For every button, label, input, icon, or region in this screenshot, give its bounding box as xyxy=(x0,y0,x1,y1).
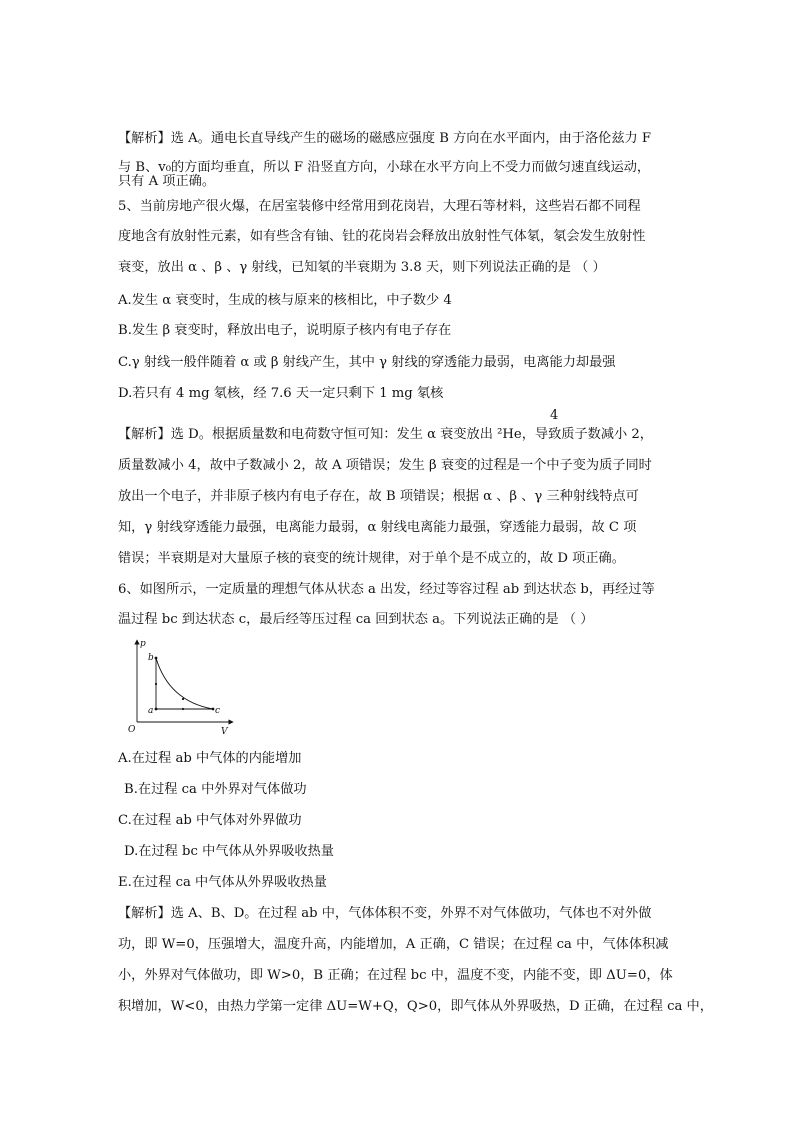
mid-ab-dot xyxy=(155,683,157,685)
point-b-dot xyxy=(155,657,158,660)
option-e-q6: E.在过程 ca 中气体从外界吸收热量 xyxy=(118,875,327,890)
option-c-q6: C.在过程 ab 中气体对外界做功 xyxy=(118,813,302,828)
mid-ca-dot xyxy=(182,708,184,710)
line-17: 温过程 bc 到达状态 c，最后经等压过程 ca 回到状态 a。下列说法正确的是 （ ） xyxy=(118,612,594,627)
point-c-label: c xyxy=(215,706,221,716)
line-12: 质量数减小 4，故中子数减小 2，故 A 项错误；发生 β 衰变的过程是一个中子变为质子同时 xyxy=(118,458,652,473)
v-axis-label: V xyxy=(221,727,228,736)
option-b-q6: B.在过程 ca 中外界对气体做功 xyxy=(124,782,307,797)
origin-label: O xyxy=(128,725,136,735)
line-3: 只有 A 项正确。 xyxy=(118,174,216,189)
line-25: 小，外界对气体做功，即 W>0，B 正确；在过程 bc 中，温度不变，内能不变，即 ΔU=0，体 xyxy=(118,968,673,983)
line-14: 知，γ 射线穿透能力最强，电离能力最弱，α 射线电离能力最强，穿透能力最弱，故 C 项 xyxy=(118,520,637,535)
option-d-q5: D.若只有 4 mg 氡核，经 7.6 天一定只剩下 1 mg 氡核 xyxy=(118,386,444,401)
mid-bc-dot xyxy=(182,698,184,700)
option-a-q6: A.在过程 ab 中气体的内能增加 xyxy=(118,751,302,766)
point-b-label: b xyxy=(148,653,154,663)
line-6: 衰变，放出 α 、β 、γ 射线，已知氡的半衰期为 3.8 天，则下列说法正确的是 （ ） xyxy=(118,260,606,275)
line-15: 错误；半衰期是对大量原子核的衰变的统计规律，对于单个是不成立的，故 D 项正确。 xyxy=(118,551,625,566)
line-2: 与 B、v₀的方面均垂直，所以 F 沿竖直方向，小球在水平方向上不受力而做匀速直线运动， xyxy=(118,160,651,175)
line-5: 度地含有放射性元素，如有些含有铀、钍的花岗岩会释放出放射性气体氡，氡会发生放射性 xyxy=(118,229,646,244)
point-a-label: a xyxy=(148,706,154,716)
line-24: 功，即 W=0，压强增大，温度升高，内能增加，A 正确，C 错误；在过程 ca 中，气体体积减 xyxy=(118,937,669,952)
superscript-mass-number: 4 xyxy=(550,408,559,423)
pv-diagram xyxy=(125,636,235,736)
line-1: 【解析】选 A。通电长直导线产生的磁场的磁感应强度 B 方向在水平面内，由于洛伦兹力 F xyxy=(118,131,652,146)
line-16: 6、如图所示，一定质量的理想气体从状态 a 出发，经过等容过程 ab 到达状态 b，再经过等 xyxy=(118,582,655,597)
option-c-q5: C.γ 射线一般伴随着 α 或 β 射线产生，其中 γ 射线的穿透能力最弱，电离能力却最强 xyxy=(118,355,616,370)
process-bc xyxy=(156,658,213,709)
option-b-q5: B.发生 β 衰变时，释放出电子，说明原子核内有电子存在 xyxy=(118,323,452,338)
option-d-q6: D.在过程 bc 中气体从外界吸收热量 xyxy=(124,844,334,859)
point-a-dot xyxy=(155,708,158,711)
line-23: 【解析】选 A、B、D。在过程 ab 中，气体体积不变，外界不对气体做功，气体也不对外做 xyxy=(118,906,652,921)
p-axis-label: p xyxy=(140,639,146,649)
line-13: 放出一个电子，并非原子核内有电子存在，故 B 项错误；根据 α 、β 、γ 三种射线特点可 xyxy=(118,489,639,504)
option-a-q5: A.发生 α 衰变时，生成的核与原来的核相比，中子数少 4 xyxy=(118,293,452,308)
line-26: 积增加，W<0，由热力学第一定律 ΔU=W+Q，Q>0，即气体从外界吸热，D 正确，在过程 ca 中， xyxy=(118,999,713,1014)
line-11: 【解析】选 D。根据质量数和电荷数守恒可知：发生 α 衰变放出 ²He，导致质子数减小 2， xyxy=(118,427,653,442)
line-4: 5、当前房地产很火爆，在居室装修中经常用到花岗岩，大理石等材料，这些岩石都不同程 xyxy=(118,199,641,214)
point-c-dot xyxy=(212,708,215,711)
